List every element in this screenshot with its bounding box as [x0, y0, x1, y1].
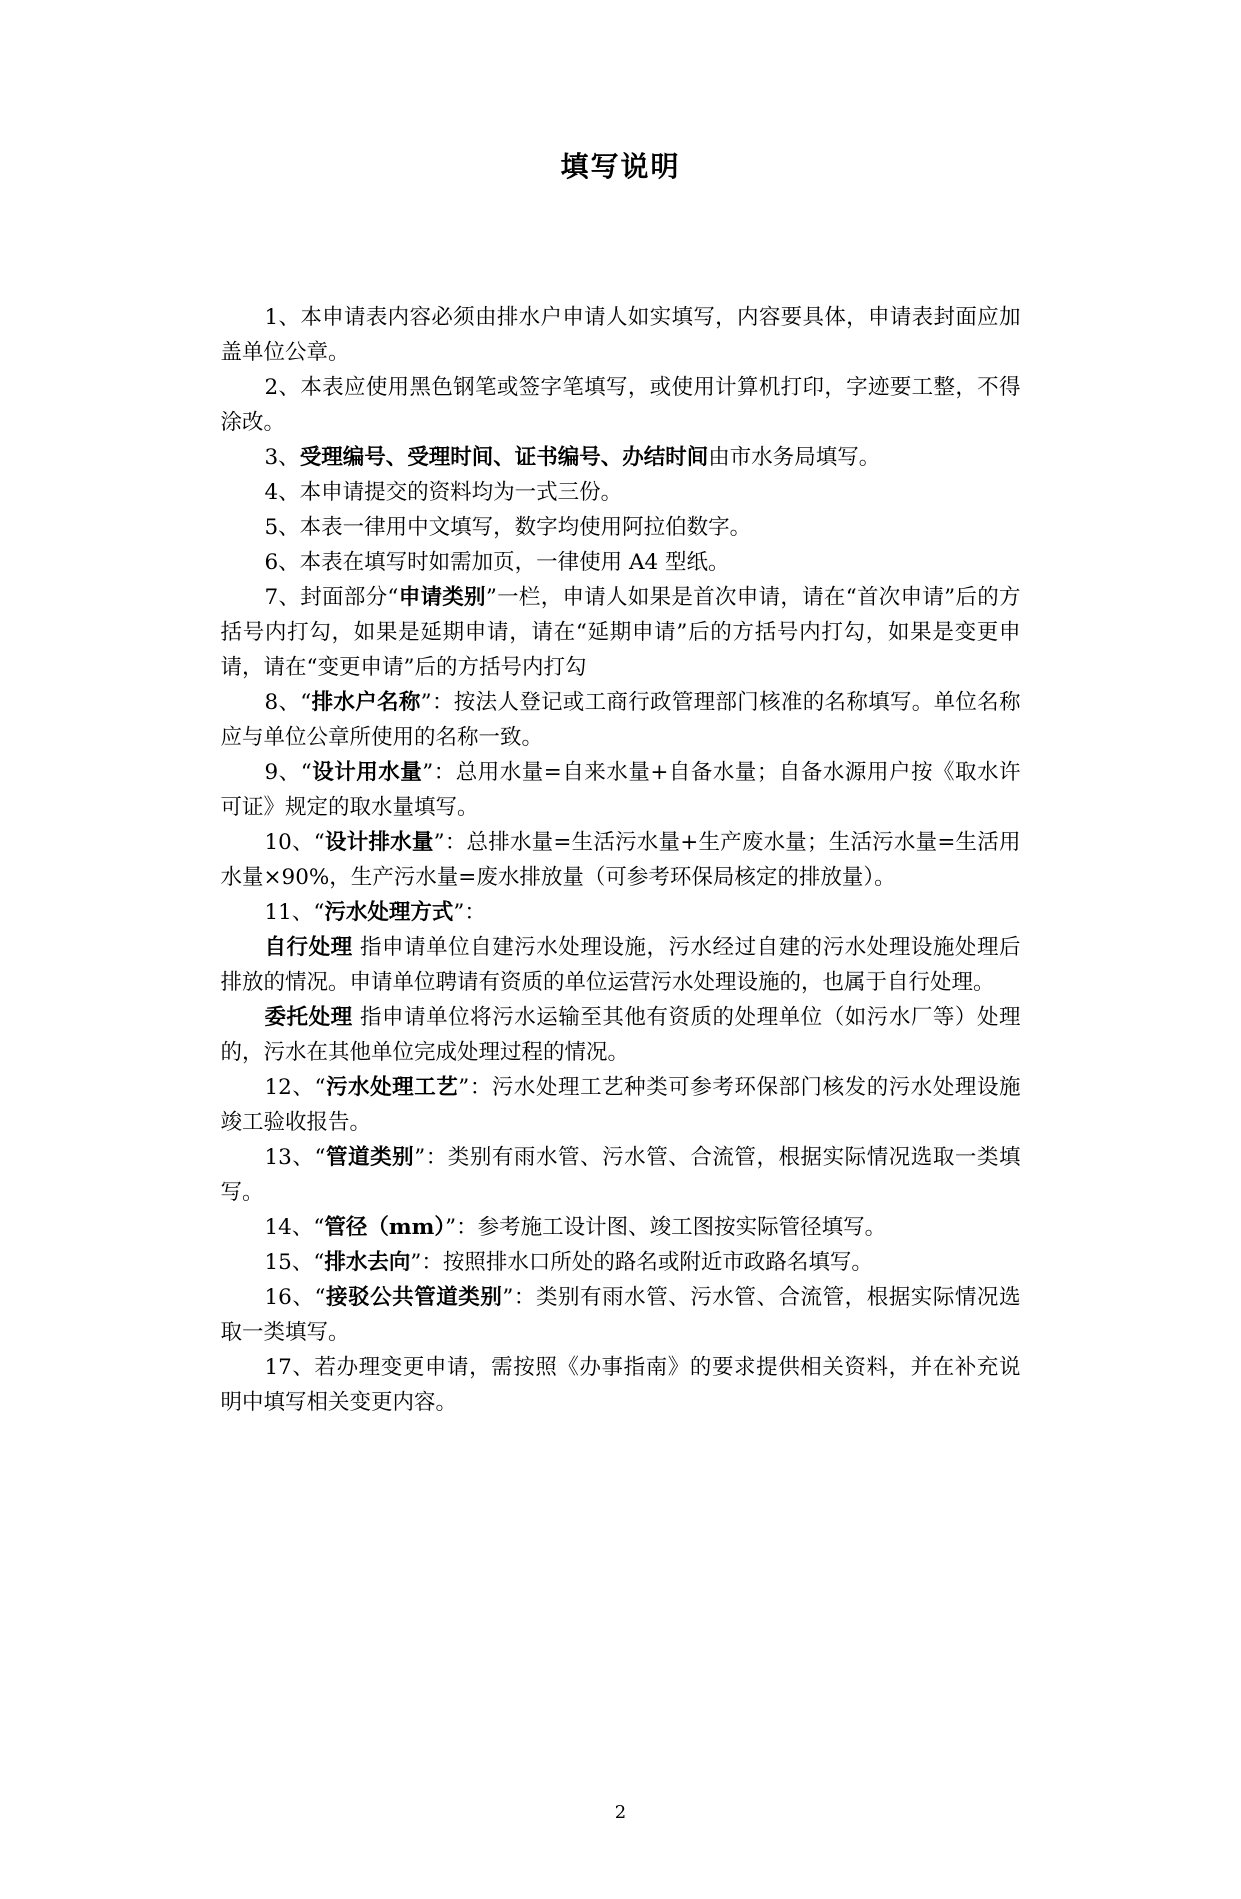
body-text: 指申请单位自建污水处理设施，污水经过自建的污水处理设施处理后排放的情况。申请单位聘请有资质的单位运营污水处理设施的，也属于自行处理。 — [220, 935, 1021, 995]
instruction-paragraph — [221, 930, 1021, 1000]
body-text: ”一栏，申请人如果是首次申请，请在“首次申请”后的方括号内打勾，如果是延期申请，请在“延期申请”后的方括号内打勾，如果是变更申请，请在“变更申请”后的方括号内打勾 — [220, 585, 1021, 680]
page-title: 填写说明 — [560, 150, 681, 183]
instruction-paragraph — [221, 1000, 1021, 1070]
instruction-paragraph — [221, 1140, 1021, 1210]
body-text: 12、“ — [264, 1075, 326, 1100]
body-text: 14、“ — [264, 1215, 325, 1240]
body-text: ”：按法人登记或工商行政管理部门核准的名称填写。单位名称应与单位公章所使用的名称一致。 — [220, 690, 1021, 750]
body-text: ”：按照排水口所处的路名或附近市政路名填写。 — [410, 1250, 873, 1275]
body-text: ”：总用水量=自来水量+自备水量；自备水源用户按《取水许可证》规定的取水量填写。 — [220, 760, 1021, 820]
instruction-paragraph — [221, 685, 1021, 755]
emphasis-text: 排水去向 — [324, 1250, 411, 1275]
body-text: 2、本表应使用黑色钢笔或签字笔填写，或使用计算机打印，字迹要工整，不得涂改。 — [220, 375, 1021, 435]
emphasis-text: 接驳公共管道类别 — [325, 1285, 503, 1310]
body-text: ”：参考施工设计图、竣工图按实际管径填写。 — [445, 1215, 887, 1240]
page-number: 2 — [614, 1802, 627, 1823]
body-text: 4、本申请提交的资料均为一式三份。 — [264, 480, 623, 505]
instruction-paragraph — [221, 755, 1021, 825]
emphasis-text: 污水处理方式 — [324, 900, 454, 925]
document-page — [0, 145, 1241, 1899]
instruction-paragraph — [221, 895, 1021, 930]
instruction-paragraph — [221, 1070, 1021, 1140]
body-text: 13、“ — [264, 1145, 326, 1170]
instruction-paragraph — [221, 1350, 1021, 1420]
body-text: ”：总排水量=生活污水量+生产废水量；生活污水量=生活用水量×90%，生产污水量=废水排放量（可参考环保局核定的排放量）。 — [220, 830, 1021, 890]
instruction-paragraph — [221, 1210, 1021, 1245]
instruction-paragraph — [221, 825, 1021, 895]
instruction-paragraph — [221, 1280, 1021, 1350]
instruction-paragraph — [221, 580, 1021, 685]
emphasis-text: 污水处理工艺 — [325, 1075, 459, 1100]
body-text: 指申请单位将污水运输至其他有资质的处理单位（如污水厂等）处理的，污水在其他单位完成处理过程的情况。 — [220, 1005, 1021, 1065]
body-text: ”：类别有雨水管、污水管、合流管，根据实际情况选取一类填写。 — [220, 1285, 1021, 1345]
emphasis-text: 设计排水量 — [324, 830, 434, 855]
body-text: ”： — [453, 900, 486, 925]
body-text: 3、 — [264, 445, 300, 470]
body-text: 1、本申请表内容必须由排水户申请人如实填写，内容要具体，申请表封面应加盖单位公章。 — [220, 305, 1021, 365]
instruction-paragraph — [221, 300, 1021, 370]
instructions-body — [221, 300, 1021, 1420]
emphasis-text: 委托处理 — [264, 1005, 353, 1030]
body-text: ”：类别有雨水管、污水管、合流管，根据实际情况选取一类填写。 — [220, 1145, 1021, 1205]
instruction-paragraph — [221, 510, 1021, 545]
instruction-paragraph — [221, 545, 1021, 580]
body-text: 8、“ — [264, 690, 312, 715]
instruction-paragraph — [221, 1245, 1021, 1280]
body-text: 17、若办理变更申请，需按照《办事指南》的要求提供相关资料，并在补充说明中填写相关变更内容。 — [220, 1355, 1021, 1415]
instruction-paragraph — [221, 370, 1021, 440]
body-text: 由市水务局填写。 — [708, 445, 881, 470]
body-text: 16、“ — [264, 1285, 326, 1310]
emphasis-text: 管道类别 — [325, 1145, 415, 1170]
emphasis-text: 管径（mm） — [324, 1215, 446, 1240]
body-text: 11、“ — [264, 900, 325, 925]
instruction-paragraph — [221, 440, 1021, 475]
body-text: 9、“ — [264, 760, 312, 785]
emphasis-text: 排水户名称 — [311, 690, 421, 715]
instruction-paragraph — [221, 475, 1021, 510]
body-text: ”：污水处理工艺种类可参考环保部门核发的污水处理设施竣工验收报告。 — [220, 1075, 1021, 1135]
body-text: 15、“ — [264, 1250, 325, 1275]
body-text: 6、本表在填写时如需加页，一律使用 A4 型纸。 — [264, 550, 730, 575]
body-text: 10、“ — [264, 830, 325, 855]
emphasis-text: 申请类别 — [398, 585, 486, 610]
emphasis-text: 自行处理 — [264, 935, 353, 960]
emphasis-text: 设计用水量 — [311, 760, 423, 785]
body-text: 5、本表一律用中文填写，数字均使用阿拉伯数字。 — [264, 515, 752, 540]
emphasis-text: 受理编号、受理时间、证书编号、办结时间 — [299, 445, 709, 470]
body-text: 7、封面部分“ — [264, 585, 399, 610]
